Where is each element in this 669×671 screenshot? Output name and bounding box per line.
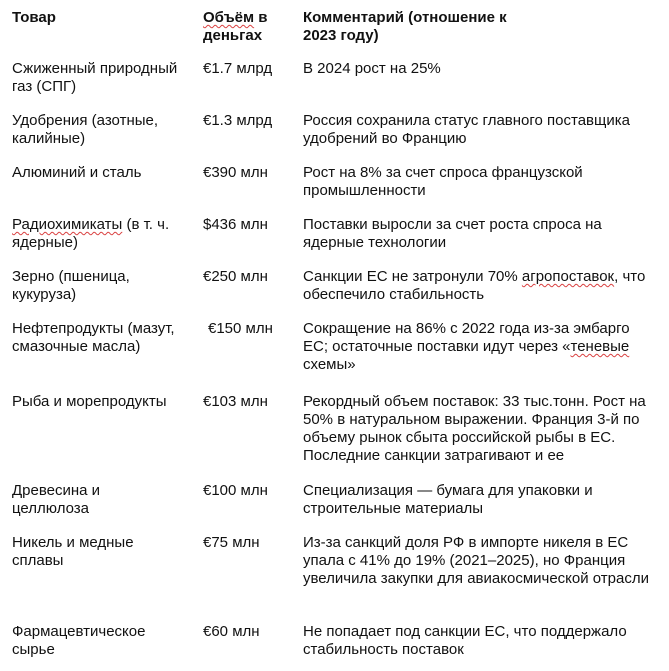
- row-product: Удобрения (азотные, калийные): [12, 112, 159, 147]
- table-row: [0, 482, 669, 527]
- row-comment-part: Сокращение на 86% с 2022 года из-за эмбарго ЕС; остаточные поставки идут через «: [303, 320, 630, 355]
- row-value: €250 млн: [203, 268, 268, 285]
- row-comment: Не попадает под санкции ЕС, что поддержало стабильность поставок: [303, 623, 627, 658]
- row-comment-word: теневые: [570, 338, 630, 355]
- table-row: [0, 320, 669, 380]
- row-comment: Рекордный объем поставок: 33 тыс.тонн. Рост на 50% в натуральном выражении. Франция 3-й по объему рынок сбыта российской рыбы в ЕС. Последние санкции затрагивают и ее: [303, 393, 646, 464]
- table-header: [0, 0, 669, 50]
- table-row: [0, 534, 669, 614]
- header-value: [203, 9, 295, 45]
- row-value: €390 млн: [203, 164, 268, 181]
- row-product: Фармацевтическое сырье: [12, 623, 146, 658]
- table-row: [0, 112, 669, 157]
- row-product: Сжиженный природный газ (СПГ): [12, 60, 178, 95]
- row-product-word: Радиохимикаты: [12, 216, 123, 233]
- header-value-rest: в деньгах: [203, 9, 268, 44]
- header-value-word: Объём: [203, 9, 255, 26]
- row-value: €150 млн: [208, 320, 273, 337]
- row-comment: В 2024 рост на 25%: [303, 60, 441, 77]
- row-value: $436 млн: [203, 216, 268, 233]
- row-value: €1.7 млрд: [203, 60, 273, 77]
- row-product-rest: (в т. ч. ядерные): [12, 216, 170, 251]
- row-comment-part: Санкции ЕС не затронули 70%: [303, 268, 522, 285]
- row-comment-part: схемы»: [303, 356, 356, 373]
- table-row: [0, 216, 669, 261]
- row-value: €100 млн: [203, 482, 268, 499]
- table-row: [0, 393, 669, 473]
- row-product: [12, 216, 190, 252]
- table-row: [0, 60, 669, 105]
- row-comment: Из-за санкций доля РФ в импорте никеля в ЕС упала с 41% до 19% (2021–2025), но Франция увеличила закупки для авиакосмической отрасли: [303, 534, 649, 587]
- row-comment-word: агропоставок: [521, 268, 615, 285]
- table-row: [0, 268, 669, 313]
- row-comment: Рост на 8% за счет спроса французской промышленности: [303, 164, 583, 199]
- row-value: €103 млн: [203, 393, 268, 410]
- row-value: €1.3 млрд: [203, 112, 273, 129]
- row-value: €60 млн: [203, 623, 260, 640]
- header-product: Товар: [12, 9, 56, 26]
- row-comment-part: , что обеспечило стабильность: [303, 268, 646, 303]
- table-row: [0, 623, 669, 668]
- row-product: Рыба и морепродукты: [12, 393, 167, 410]
- row-product: Зерно (пшеница, кукуруза): [12, 268, 130, 303]
- row-product: Никель и медные сплавы: [12, 534, 134, 569]
- header-comment: Комментарий (отношение к 2023 году): [303, 9, 507, 44]
- row-comment: [303, 268, 648, 304]
- row-comment: Специализация — бумага для упаковки и строительные материалы: [303, 482, 593, 517]
- row-comment: [303, 320, 658, 374]
- table-row: [0, 164, 669, 209]
- row-product: Алюминий и сталь: [12, 164, 142, 181]
- row-comment: Поставки выросли за счет роста спроса на ядерные технологии: [303, 216, 602, 251]
- row-product: Нефтепродукты (мазут, смазочные масла): [12, 320, 175, 355]
- row-comment: Россия сохранила статус главного поставщика удобрений во Францию: [303, 112, 630, 147]
- row-value: €75 млн: [203, 534, 260, 551]
- row-product: Древесина и целлюлоза: [12, 482, 101, 517]
